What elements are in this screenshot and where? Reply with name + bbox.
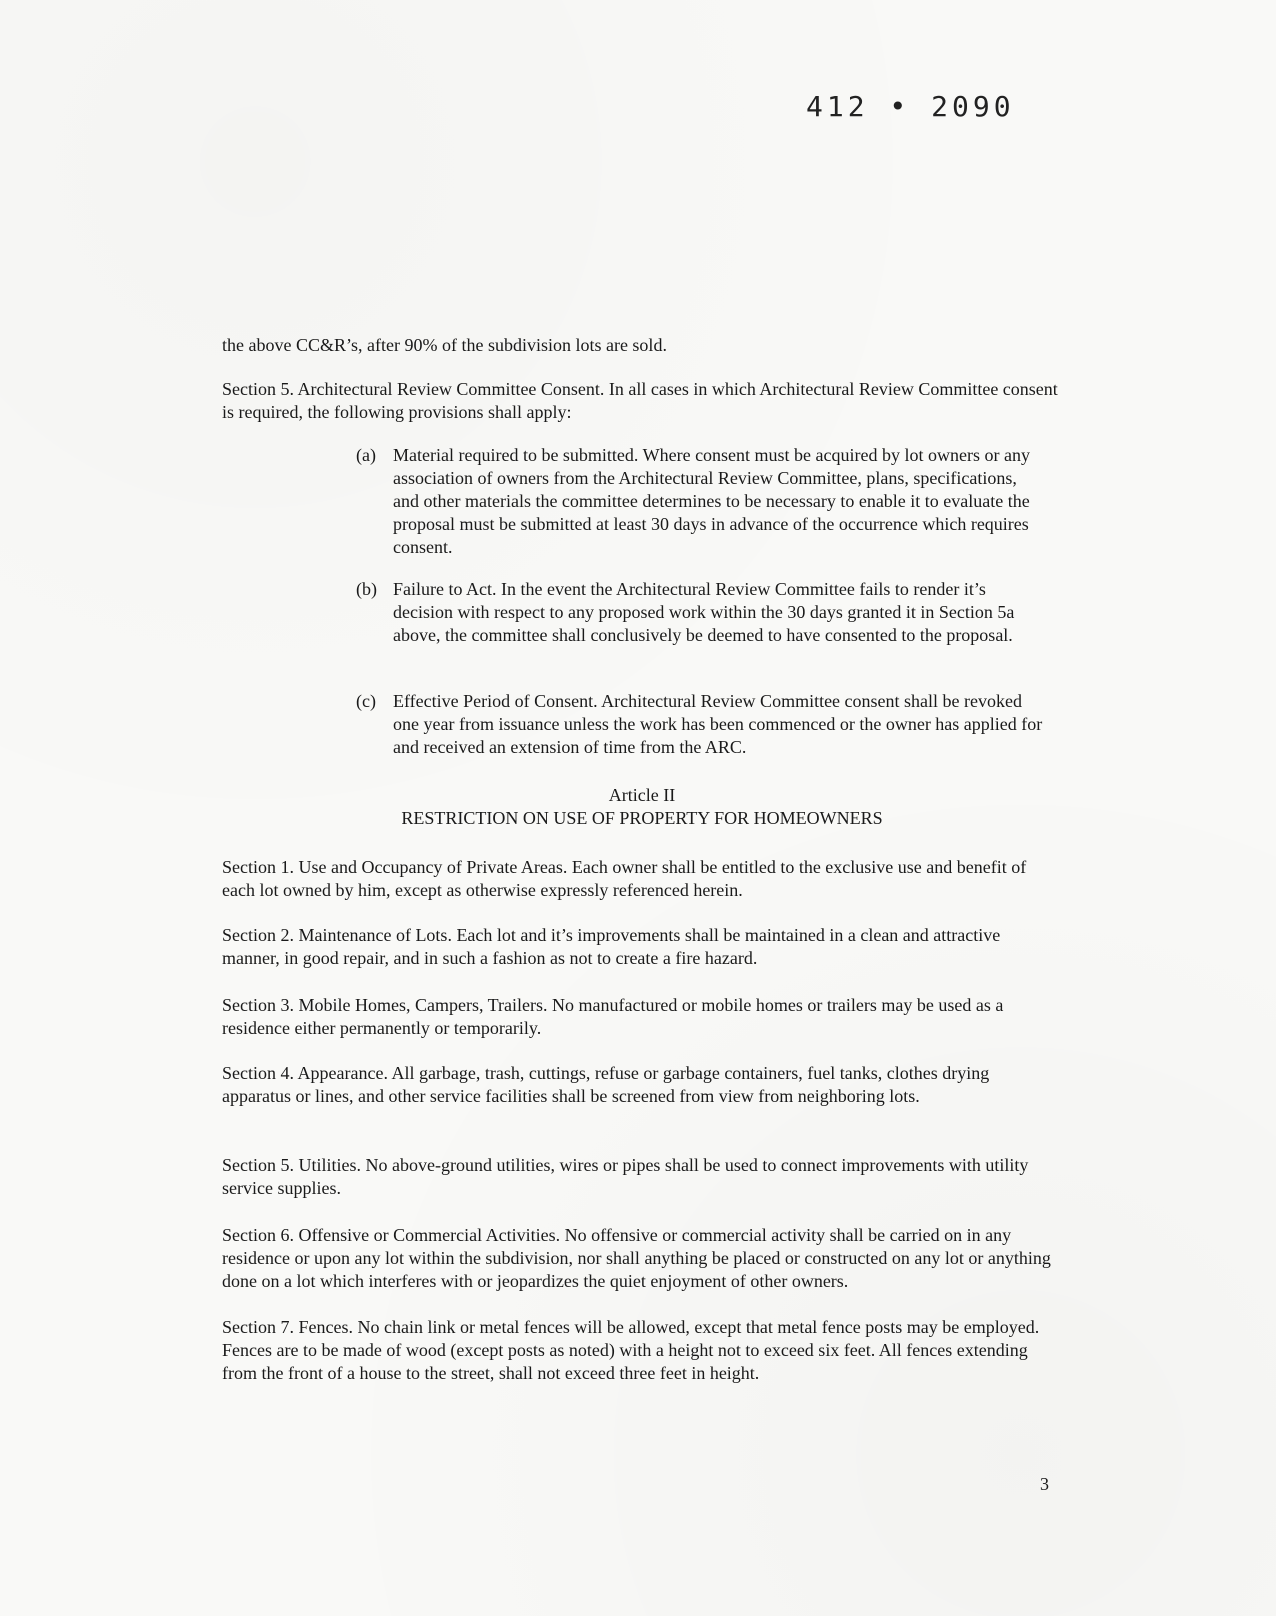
page-number: 3 bbox=[1040, 1474, 1049, 1494]
subsection-label: (a) bbox=[356, 445, 376, 465]
subsection-a bbox=[356, 444, 1046, 559]
section-2: Section 2. Maintenance of Lots. Each lot and it’s improvements shall be maintained in a clean and attractive manner, in good repair, and in such a fashion as not to create a fire hazard. bbox=[222, 925, 1001, 968]
article-number: Article II bbox=[608, 785, 676, 805]
section-5-utilities: Section 5. Utilities. No above-ground utilities, wires or pipes shall be used to connect improvements with utility service supplies. bbox=[222, 1155, 1029, 1198]
section-7: Section 7. Fences. No chain link or metal fences will be allowed, except that metal fence posts may be employed. Fences are to be made of wood (except posts as noted) with a height not to exceed six feet. All fences extending from the front of a house to the street, shall not exceed three feet in height. bbox=[222, 1317, 1040, 1383]
article-heading bbox=[222, 784, 1062, 830]
subsection-text: Effective Period of Consent. Architectural Review Committee consent shall be revoked one year from issuance unless the work has been commenced or the owner has applied for and received an extension of time from the ARC. bbox=[393, 691, 1043, 757]
recording-stamp: 412 • 2090 bbox=[806, 90, 1015, 123]
article-title: RESTRICTION ON USE OF PROPERTY FOR HOMEOWNERS bbox=[401, 808, 883, 828]
subsection-b bbox=[356, 578, 1046, 647]
subsection-label: (c) bbox=[356, 691, 376, 711]
section-6: Section 6. Offensive or Commercial Activities. No offensive or commercial activity shall be carried on in any residence or upon any lot within the subdivision, nor shall anything be placed or constructed on any lot or anything done on a lot which interferes with or jeopardizes the quiet enjoyment of other owners. bbox=[222, 1225, 1051, 1291]
section-1: Section 1. Use and Occupancy of Private Areas. Each owner shall be entitled to the exclusive use and benefit of each lot owned by him, except as otherwise expressly referenced herein. bbox=[222, 857, 1027, 900]
section-5-arc-consent: Section 5. Architectural Review Committee Consent. In all cases in which Architectural Review Committee consent is required, the following provisions shall apply: bbox=[222, 379, 1058, 422]
subsection-label: (b) bbox=[356, 579, 377, 599]
subsection-c bbox=[356, 690, 1046, 759]
section-4: Section 4. Appearance. All garbage, trash, cuttings, refuse or garbage containers, fuel tanks, clothes drying apparatus or lines, and other service facilities shall be screened from view from neighboring lots. bbox=[222, 1063, 990, 1106]
section-3: Section 3. Mobile Homes, Campers, Trailers. No manufactured or mobile homes or trailers may be used as a residence either permanently or temporarily. bbox=[222, 995, 1004, 1038]
subsection-text: Material required to be submitted. Where consent must be acquired by lot owners or any association of owners from the Architectural Review Committee, plans, specifications, and other materials the committee determines to be necessary to enable it to evaluate the proposal must be submitted at least 30 days in advance of the occurrence which requires consent. bbox=[393, 445, 1030, 557]
intro-paragraph: the above CC&R’s, after 90% of the subdivision lots are sold. bbox=[222, 335, 667, 355]
subsection-text: Failure to Act. In the event the Architectural Review Committee fails to render it’s decision with respect to any proposed work within the 30 days granted it in Section 5a above, the committee shall conclusively be deemed to have consented to the proposal. bbox=[393, 579, 1015, 645]
